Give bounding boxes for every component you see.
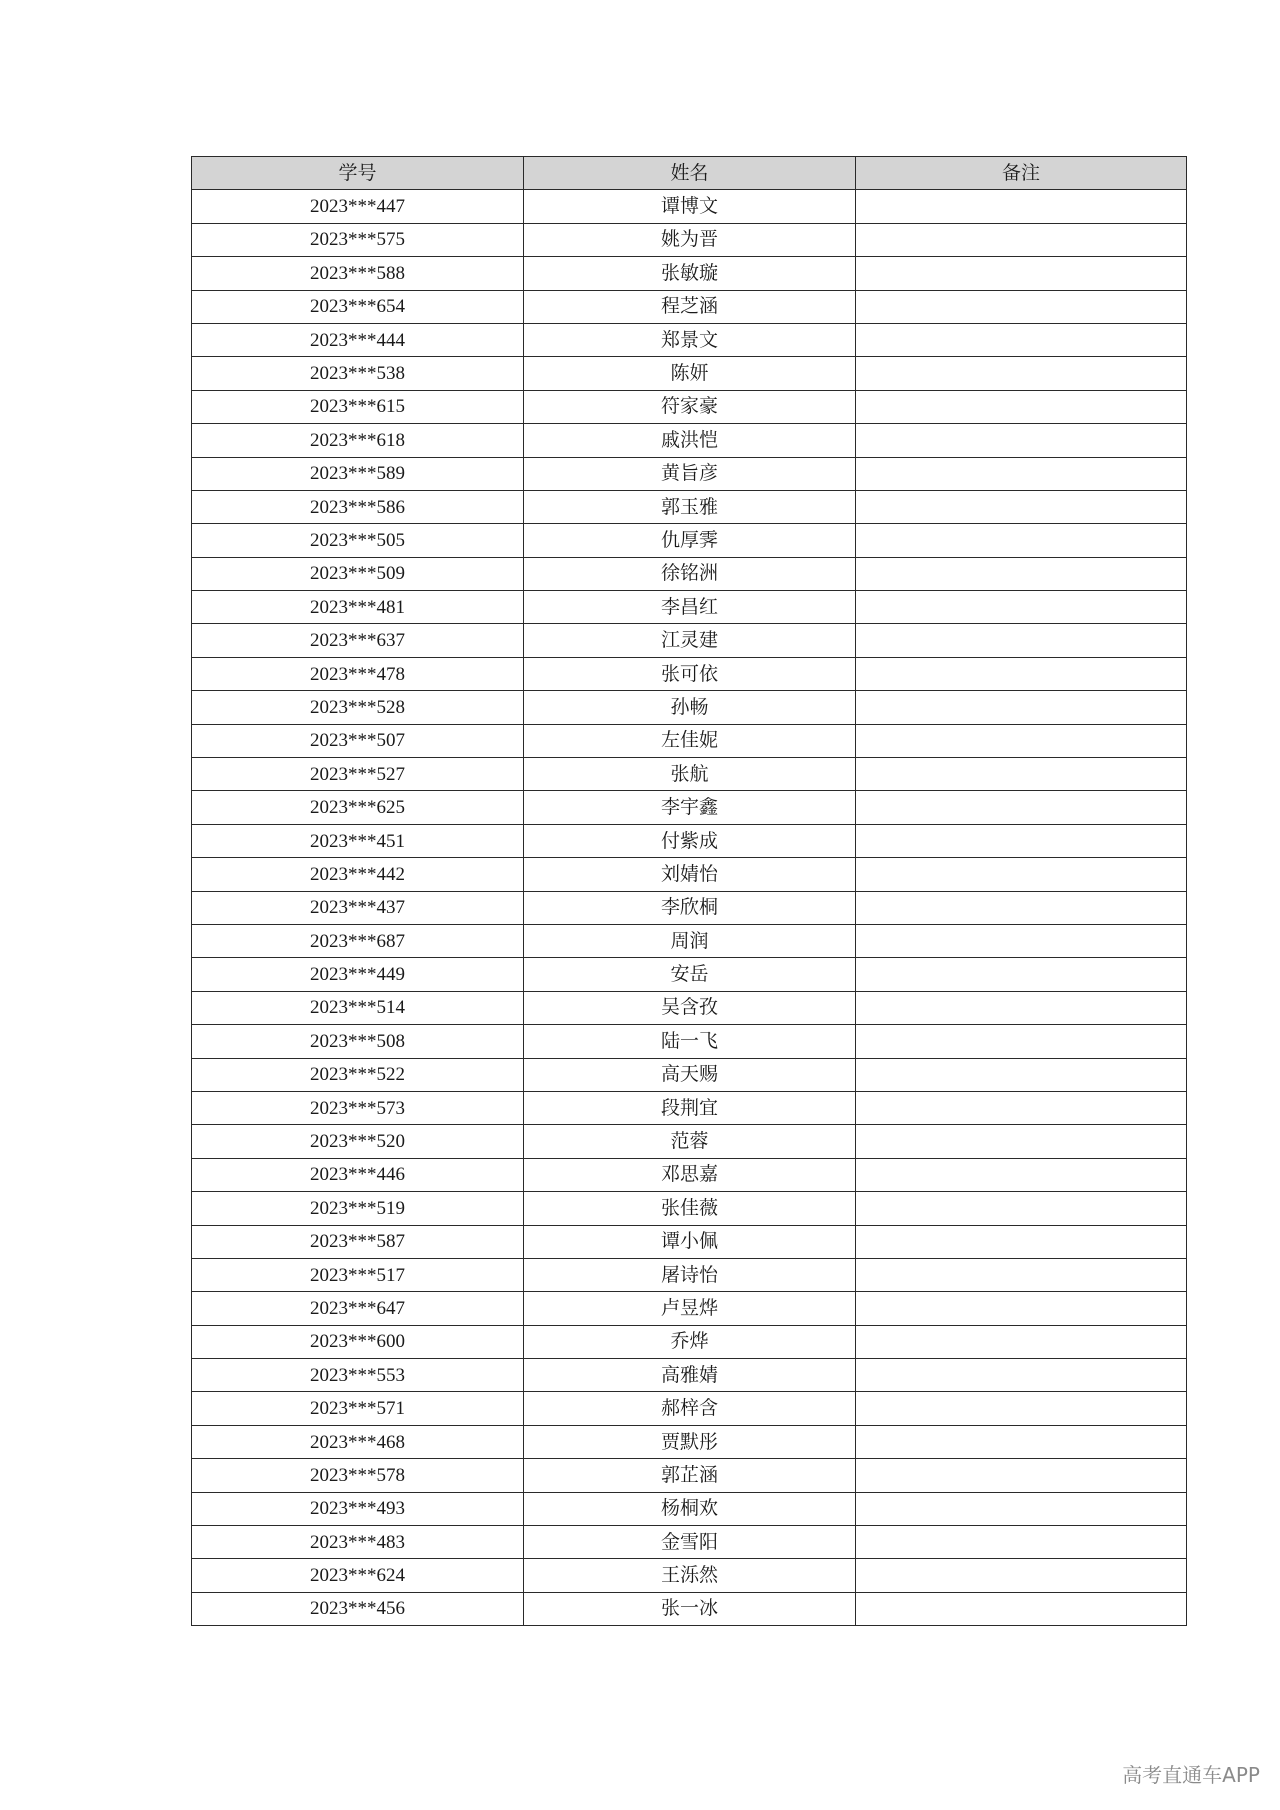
table-row bbox=[192, 824, 1187, 857]
table-row bbox=[192, 1325, 1187, 1358]
remarks-cell bbox=[856, 791, 1187, 824]
student-id-cell: 2023***449 bbox=[192, 958, 524, 991]
student-id-cell: 2023***493 bbox=[192, 1492, 524, 1525]
student-id-cell: 2023***586 bbox=[192, 490, 524, 523]
remarks-cell bbox=[856, 390, 1187, 423]
table-row bbox=[192, 390, 1187, 423]
column-header-remarks: 备注 bbox=[856, 157, 1187, 190]
student-name-cell: 卢昱烨 bbox=[524, 1292, 856, 1325]
table-row bbox=[192, 557, 1187, 590]
table-row bbox=[192, 858, 1187, 891]
student-name-cell: 安岳 bbox=[524, 958, 856, 991]
student-name-cell: 邓思嘉 bbox=[524, 1158, 856, 1191]
student-id-cell: 2023***600 bbox=[192, 1325, 524, 1358]
table-row bbox=[192, 190, 1187, 223]
student-id-cell: 2023***528 bbox=[192, 691, 524, 724]
table-row bbox=[192, 357, 1187, 390]
remarks-cell bbox=[856, 891, 1187, 924]
student-name-cell: 李宇鑫 bbox=[524, 791, 856, 824]
student-name-cell: 乔烨 bbox=[524, 1325, 856, 1358]
student-name-cell: 张敏璇 bbox=[524, 257, 856, 290]
student-name-cell: 李昌红 bbox=[524, 591, 856, 624]
table-row bbox=[192, 1192, 1187, 1225]
student-name-cell: 杨桐欢 bbox=[524, 1492, 856, 1525]
remarks-cell bbox=[856, 357, 1187, 390]
table-row bbox=[192, 791, 1187, 824]
remarks-cell bbox=[856, 657, 1187, 690]
student-id-cell: 2023***618 bbox=[192, 424, 524, 457]
student-name-cell: 江灵建 bbox=[524, 624, 856, 657]
student-name-cell: 郭芷涵 bbox=[524, 1459, 856, 1492]
table-row bbox=[192, 257, 1187, 290]
student-name-cell: 张航 bbox=[524, 758, 856, 791]
remarks-cell bbox=[856, 490, 1187, 523]
student-name-cell: 张佳薇 bbox=[524, 1192, 856, 1225]
student-id-cell: 2023***647 bbox=[192, 1292, 524, 1325]
table-row bbox=[192, 1091, 1187, 1124]
student-id-cell: 2023***624 bbox=[192, 1559, 524, 1592]
remarks-cell bbox=[856, 323, 1187, 356]
remarks-cell bbox=[856, 457, 1187, 490]
table-row bbox=[192, 1125, 1187, 1158]
table-row bbox=[192, 591, 1187, 624]
remarks-cell bbox=[856, 824, 1187, 857]
app-watermark: 高考直通车APP bbox=[1122, 1763, 1260, 1787]
student-id-cell: 2023***451 bbox=[192, 824, 524, 857]
student-name-cell: 刘婧怡 bbox=[524, 858, 856, 891]
student-id-cell: 2023***520 bbox=[192, 1125, 524, 1158]
student-id-cell: 2023***509 bbox=[192, 557, 524, 590]
student-id-cell: 2023***527 bbox=[192, 758, 524, 791]
student-name-cell: 孙畅 bbox=[524, 691, 856, 724]
table-row bbox=[192, 1492, 1187, 1525]
remarks-cell bbox=[856, 991, 1187, 1024]
table-row bbox=[192, 1459, 1187, 1492]
table-row bbox=[192, 490, 1187, 523]
table-row bbox=[192, 1225, 1187, 1258]
student-id-cell: 2023***447 bbox=[192, 190, 524, 223]
student-name-cell: 戚洪恺 bbox=[524, 424, 856, 457]
remarks-cell bbox=[856, 1559, 1187, 1592]
table-row bbox=[192, 1258, 1187, 1291]
student-name-cell: 姚为晋 bbox=[524, 223, 856, 256]
student-name-cell: 贾默彤 bbox=[524, 1425, 856, 1458]
student-name-cell: 郭玉雅 bbox=[524, 490, 856, 523]
remarks-cell bbox=[856, 524, 1187, 557]
table-row bbox=[192, 1025, 1187, 1058]
remarks-cell bbox=[856, 1025, 1187, 1058]
header-row bbox=[192, 157, 1187, 190]
remarks-cell bbox=[856, 724, 1187, 757]
student-id-cell: 2023***442 bbox=[192, 858, 524, 891]
table-row bbox=[192, 1559, 1187, 1592]
student-name-cell: 郝梓含 bbox=[524, 1392, 856, 1425]
student-id-cell: 2023***481 bbox=[192, 591, 524, 624]
student-id-cell: 2023***571 bbox=[192, 1392, 524, 1425]
student-name-cell: 陆一飞 bbox=[524, 1025, 856, 1058]
remarks-cell bbox=[856, 1392, 1187, 1425]
table-row bbox=[192, 624, 1187, 657]
table-row bbox=[192, 1359, 1187, 1392]
table-row bbox=[192, 323, 1187, 356]
table-row bbox=[192, 1292, 1187, 1325]
table-row bbox=[192, 457, 1187, 490]
remarks-cell bbox=[856, 958, 1187, 991]
student-name-cell: 范蓉 bbox=[524, 1125, 856, 1158]
table-row bbox=[192, 724, 1187, 757]
remarks-cell bbox=[856, 1091, 1187, 1124]
column-header-student-id: 学号 bbox=[192, 157, 524, 190]
table-row bbox=[192, 1425, 1187, 1458]
table-row bbox=[192, 1592, 1187, 1625]
student-name-cell: 郑景文 bbox=[524, 323, 856, 356]
student-name-cell: 陈妍 bbox=[524, 357, 856, 390]
student-id-cell: 2023***446 bbox=[192, 1158, 524, 1191]
student-name-cell: 金雪阳 bbox=[524, 1526, 856, 1559]
table-row bbox=[192, 424, 1187, 457]
student-name-cell: 周润 bbox=[524, 924, 856, 957]
table-body bbox=[192, 190, 1187, 1626]
table-row bbox=[192, 758, 1187, 791]
remarks-cell bbox=[856, 1526, 1187, 1559]
student-id-cell: 2023***517 bbox=[192, 1258, 524, 1291]
student-id-cell: 2023***444 bbox=[192, 323, 524, 356]
student-name-cell: 谭博文 bbox=[524, 190, 856, 223]
remarks-cell bbox=[856, 758, 1187, 791]
table-row bbox=[192, 1392, 1187, 1425]
student-name-cell: 左佳妮 bbox=[524, 724, 856, 757]
student-id-cell: 2023***437 bbox=[192, 891, 524, 924]
student-name-cell: 张一冰 bbox=[524, 1592, 856, 1625]
student-id-cell: 2023***538 bbox=[192, 357, 524, 390]
student-name-cell: 高雅婧 bbox=[524, 1359, 856, 1392]
student-id-cell: 2023***578 bbox=[192, 1459, 524, 1492]
student-id-cell: 2023***573 bbox=[192, 1091, 524, 1124]
remarks-cell bbox=[856, 1492, 1187, 1525]
student-name-cell: 黄旨彦 bbox=[524, 457, 856, 490]
student-id-cell: 2023***625 bbox=[192, 791, 524, 824]
table-header bbox=[192, 157, 1187, 190]
table-row bbox=[192, 891, 1187, 924]
table-row bbox=[192, 524, 1187, 557]
remarks-cell bbox=[856, 1192, 1187, 1225]
student-id-cell: 2023***588 bbox=[192, 257, 524, 290]
student-name-cell: 吴含孜 bbox=[524, 991, 856, 1024]
student-table bbox=[191, 156, 1187, 1626]
table-row bbox=[192, 657, 1187, 690]
remarks-cell bbox=[856, 591, 1187, 624]
student-id-cell: 2023***508 bbox=[192, 1025, 524, 1058]
document-page bbox=[191, 156, 1186, 1626]
remarks-cell bbox=[856, 424, 1187, 457]
student-name-cell: 段荆宜 bbox=[524, 1091, 856, 1124]
remarks-cell bbox=[856, 1125, 1187, 1158]
student-name-cell: 仇厚霁 bbox=[524, 524, 856, 557]
remarks-cell bbox=[856, 1292, 1187, 1325]
student-name-cell: 程芝涵 bbox=[524, 290, 856, 323]
student-id-cell: 2023***514 bbox=[192, 991, 524, 1024]
remarks-cell bbox=[856, 223, 1187, 256]
student-id-cell: 2023***519 bbox=[192, 1192, 524, 1225]
remarks-cell bbox=[856, 1359, 1187, 1392]
student-id-cell: 2023***587 bbox=[192, 1225, 524, 1258]
remarks-cell bbox=[856, 1225, 1187, 1258]
remarks-cell bbox=[856, 1158, 1187, 1191]
student-id-cell: 2023***478 bbox=[192, 657, 524, 690]
table-row bbox=[192, 290, 1187, 323]
student-id-cell: 2023***589 bbox=[192, 457, 524, 490]
student-id-cell: 2023***575 bbox=[192, 223, 524, 256]
table-row bbox=[192, 1158, 1187, 1191]
student-id-cell: 2023***522 bbox=[192, 1058, 524, 1091]
student-name-cell: 付紫成 bbox=[524, 824, 856, 857]
remarks-cell bbox=[856, 1425, 1187, 1458]
table-row bbox=[192, 958, 1187, 991]
remarks-cell bbox=[856, 290, 1187, 323]
table-row bbox=[192, 924, 1187, 957]
student-id-cell: 2023***456 bbox=[192, 1592, 524, 1625]
remarks-cell bbox=[856, 190, 1187, 223]
table-row bbox=[192, 1526, 1187, 1559]
remarks-cell bbox=[856, 1459, 1187, 1492]
student-name-cell: 谭小佩 bbox=[524, 1225, 856, 1258]
student-name-cell: 高天赐 bbox=[524, 1058, 856, 1091]
remarks-cell bbox=[856, 858, 1187, 891]
remarks-cell bbox=[856, 691, 1187, 724]
student-name-cell: 王泺然 bbox=[524, 1559, 856, 1592]
remarks-cell bbox=[856, 1058, 1187, 1091]
remarks-cell bbox=[856, 257, 1187, 290]
student-id-cell: 2023***468 bbox=[192, 1425, 524, 1458]
table-row bbox=[192, 223, 1187, 256]
student-name-cell: 徐铭洲 bbox=[524, 557, 856, 590]
student-id-cell: 2023***483 bbox=[192, 1526, 524, 1559]
remarks-cell bbox=[856, 624, 1187, 657]
column-header-name: 姓名 bbox=[524, 157, 856, 190]
remarks-cell bbox=[856, 1325, 1187, 1358]
table-row bbox=[192, 691, 1187, 724]
student-id-cell: 2023***553 bbox=[192, 1359, 524, 1392]
remarks-cell bbox=[856, 557, 1187, 590]
student-name-cell: 屠诗怡 bbox=[524, 1258, 856, 1291]
student-id-cell: 2023***687 bbox=[192, 924, 524, 957]
student-id-cell: 2023***615 bbox=[192, 390, 524, 423]
table-row bbox=[192, 991, 1187, 1024]
student-id-cell: 2023***654 bbox=[192, 290, 524, 323]
remarks-cell bbox=[856, 1258, 1187, 1291]
student-name-cell: 符家豪 bbox=[524, 390, 856, 423]
student-name-cell: 张可依 bbox=[524, 657, 856, 690]
remarks-cell bbox=[856, 1592, 1187, 1625]
student-name-cell: 李欣桐 bbox=[524, 891, 856, 924]
table-row bbox=[192, 1058, 1187, 1091]
remarks-cell bbox=[856, 924, 1187, 957]
student-id-cell: 2023***507 bbox=[192, 724, 524, 757]
student-id-cell: 2023***637 bbox=[192, 624, 524, 657]
student-id-cell: 2023***505 bbox=[192, 524, 524, 557]
